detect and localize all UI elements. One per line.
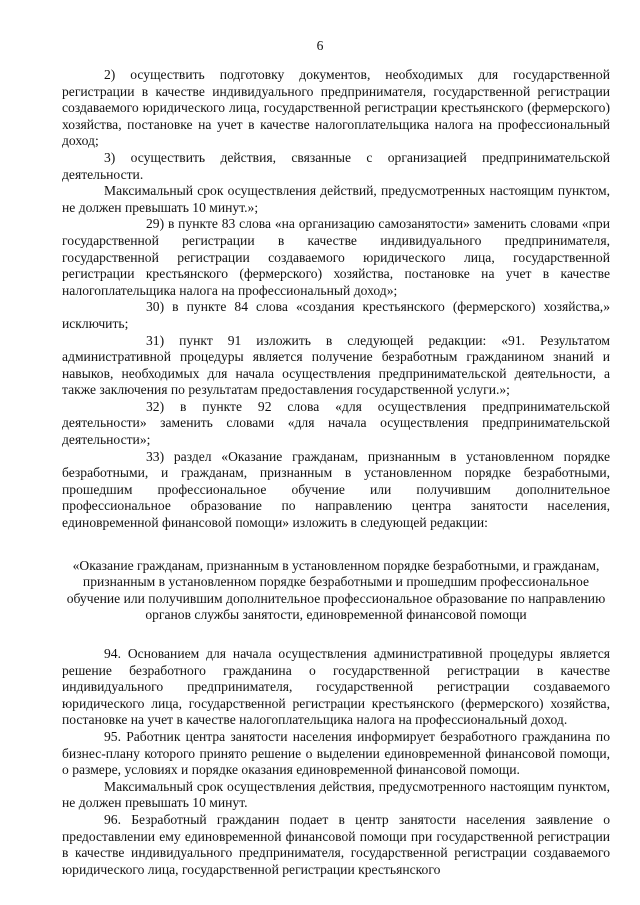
- list-item: [62, 449, 610, 532]
- list-item: [62, 399, 610, 449]
- list-item: [62, 299, 610, 332]
- list-item-number: 30): [146, 299, 165, 315]
- list-item-text: в пункте 84 слова «создания крестьянского (фермерского) хозяйства,» исключить;: [62, 299, 610, 331]
- paragraph: 96. Безработный гражданин подает в центр занятости населения заявление о предоставлении ему единовременной финансовой помощи при государственной регистрации в качестве индивидуального предпринимателя, государственной регистрации создаваемого юридического лица, государственной регистрации крестьянского: [62, 811, 610, 877]
- page-number: 6: [316, 38, 324, 53]
- list-item-number: 32): [146, 398, 165, 414]
- list-item: [62, 333, 610, 399]
- list-item-text: в пункте 83 слова «на организацию самозанятости» заменить словами «при государственной регистрации в качестве индивидуального предпринимателя, государственной регистрации создаваемого юридического лица, государственной регистрации крестьянского (фермерского) хозяйства, постановке на учет в качестве налогоплательщика налога на профессиональный доход»;: [62, 216, 610, 298]
- list-item-number: 31): [146, 332, 165, 348]
- paragraph: 2) осуществить подготовку документов, необходимых для государственной регистрации в качестве индивидуального предпринимателя, государственной регистрации создаваемого юридического лица, государственной регистрации крестьянского (фермерского) хозяйства, постановке на учет в качестве налогоплательщика налога на профессиональный доход;: [62, 67, 610, 149]
- paragraph: 95. Работник центра занятости населения информирует безработного гражданина по бизнес-плану которого принято решение о выделении единовременной финансовой помощи, о размере, условиях и порядке оказания единовременной финансовой помощи.: [62, 728, 610, 778]
- document-body: [62, 67, 610, 878]
- section-title: «Оказание гражданам, признанным в установленном порядке безработными, и гражданам, признанным в установленном порядке безработными и прошедшим профессиональное обучение или получившим дополнительное профессиональное образование по направлению органов службы занятости, единовременной финансовой помощи: [66, 557, 606, 623]
- list-item-text: раздел «Оказание гражданам, признанным в установленном порядке безработными, и гражданам, признанным в установленном порядке безработными, прошедшим профессиональное обучение или получившим дополнительное профессиональное образование по направлению центра занятости населения, единовременной финансовой помощи» изложить в следующей редакции:: [62, 448, 610, 531]
- list-item: [62, 216, 610, 299]
- paragraph: Максимальный срок осуществления действий, предусмотренных настоящим пунктом, не должен превышать 10 минут.»;: [62, 183, 610, 215]
- paragraph: 3) осуществить действия, связанные с организацией предпринимательской деятельности.: [62, 149, 610, 182]
- paragraph: Максимальный срок осуществления действия, предусмотренного настоящим пунктом, не должен превышать 10 минут.: [62, 778, 610, 811]
- list-item-number: 33): [146, 448, 165, 464]
- list-item-text: в пункте 92 слова «для осуществления предпринимательской деятельности» заменить словами «для начала осуществления предпринимательской деятельности»;: [62, 398, 610, 448]
- list-item-number: 29): [146, 216, 165, 232]
- paragraph: 94. Основанием для начала осуществления административной процедуры является решение безработного гражданина о государственной регистрации в качестве индивидуального предпринимателя, государственной регистрации создаваемого юридического лица, государственной регистрации крестьянского (фермерского) хозяйства, постановке на учет в качестве налогоплательщика налога на профессиональный доход.: [62, 646, 610, 728]
- list-item-text: пункт 91 изложить в следующей редакции: «91. Результатом административной процедуры является получение безработным гражданином знаний и навыков, необходимых для начала осуществления предпринимательской деятельности, а также заключения по результатам предоставления государственной услуги.»;: [62, 332, 611, 398]
